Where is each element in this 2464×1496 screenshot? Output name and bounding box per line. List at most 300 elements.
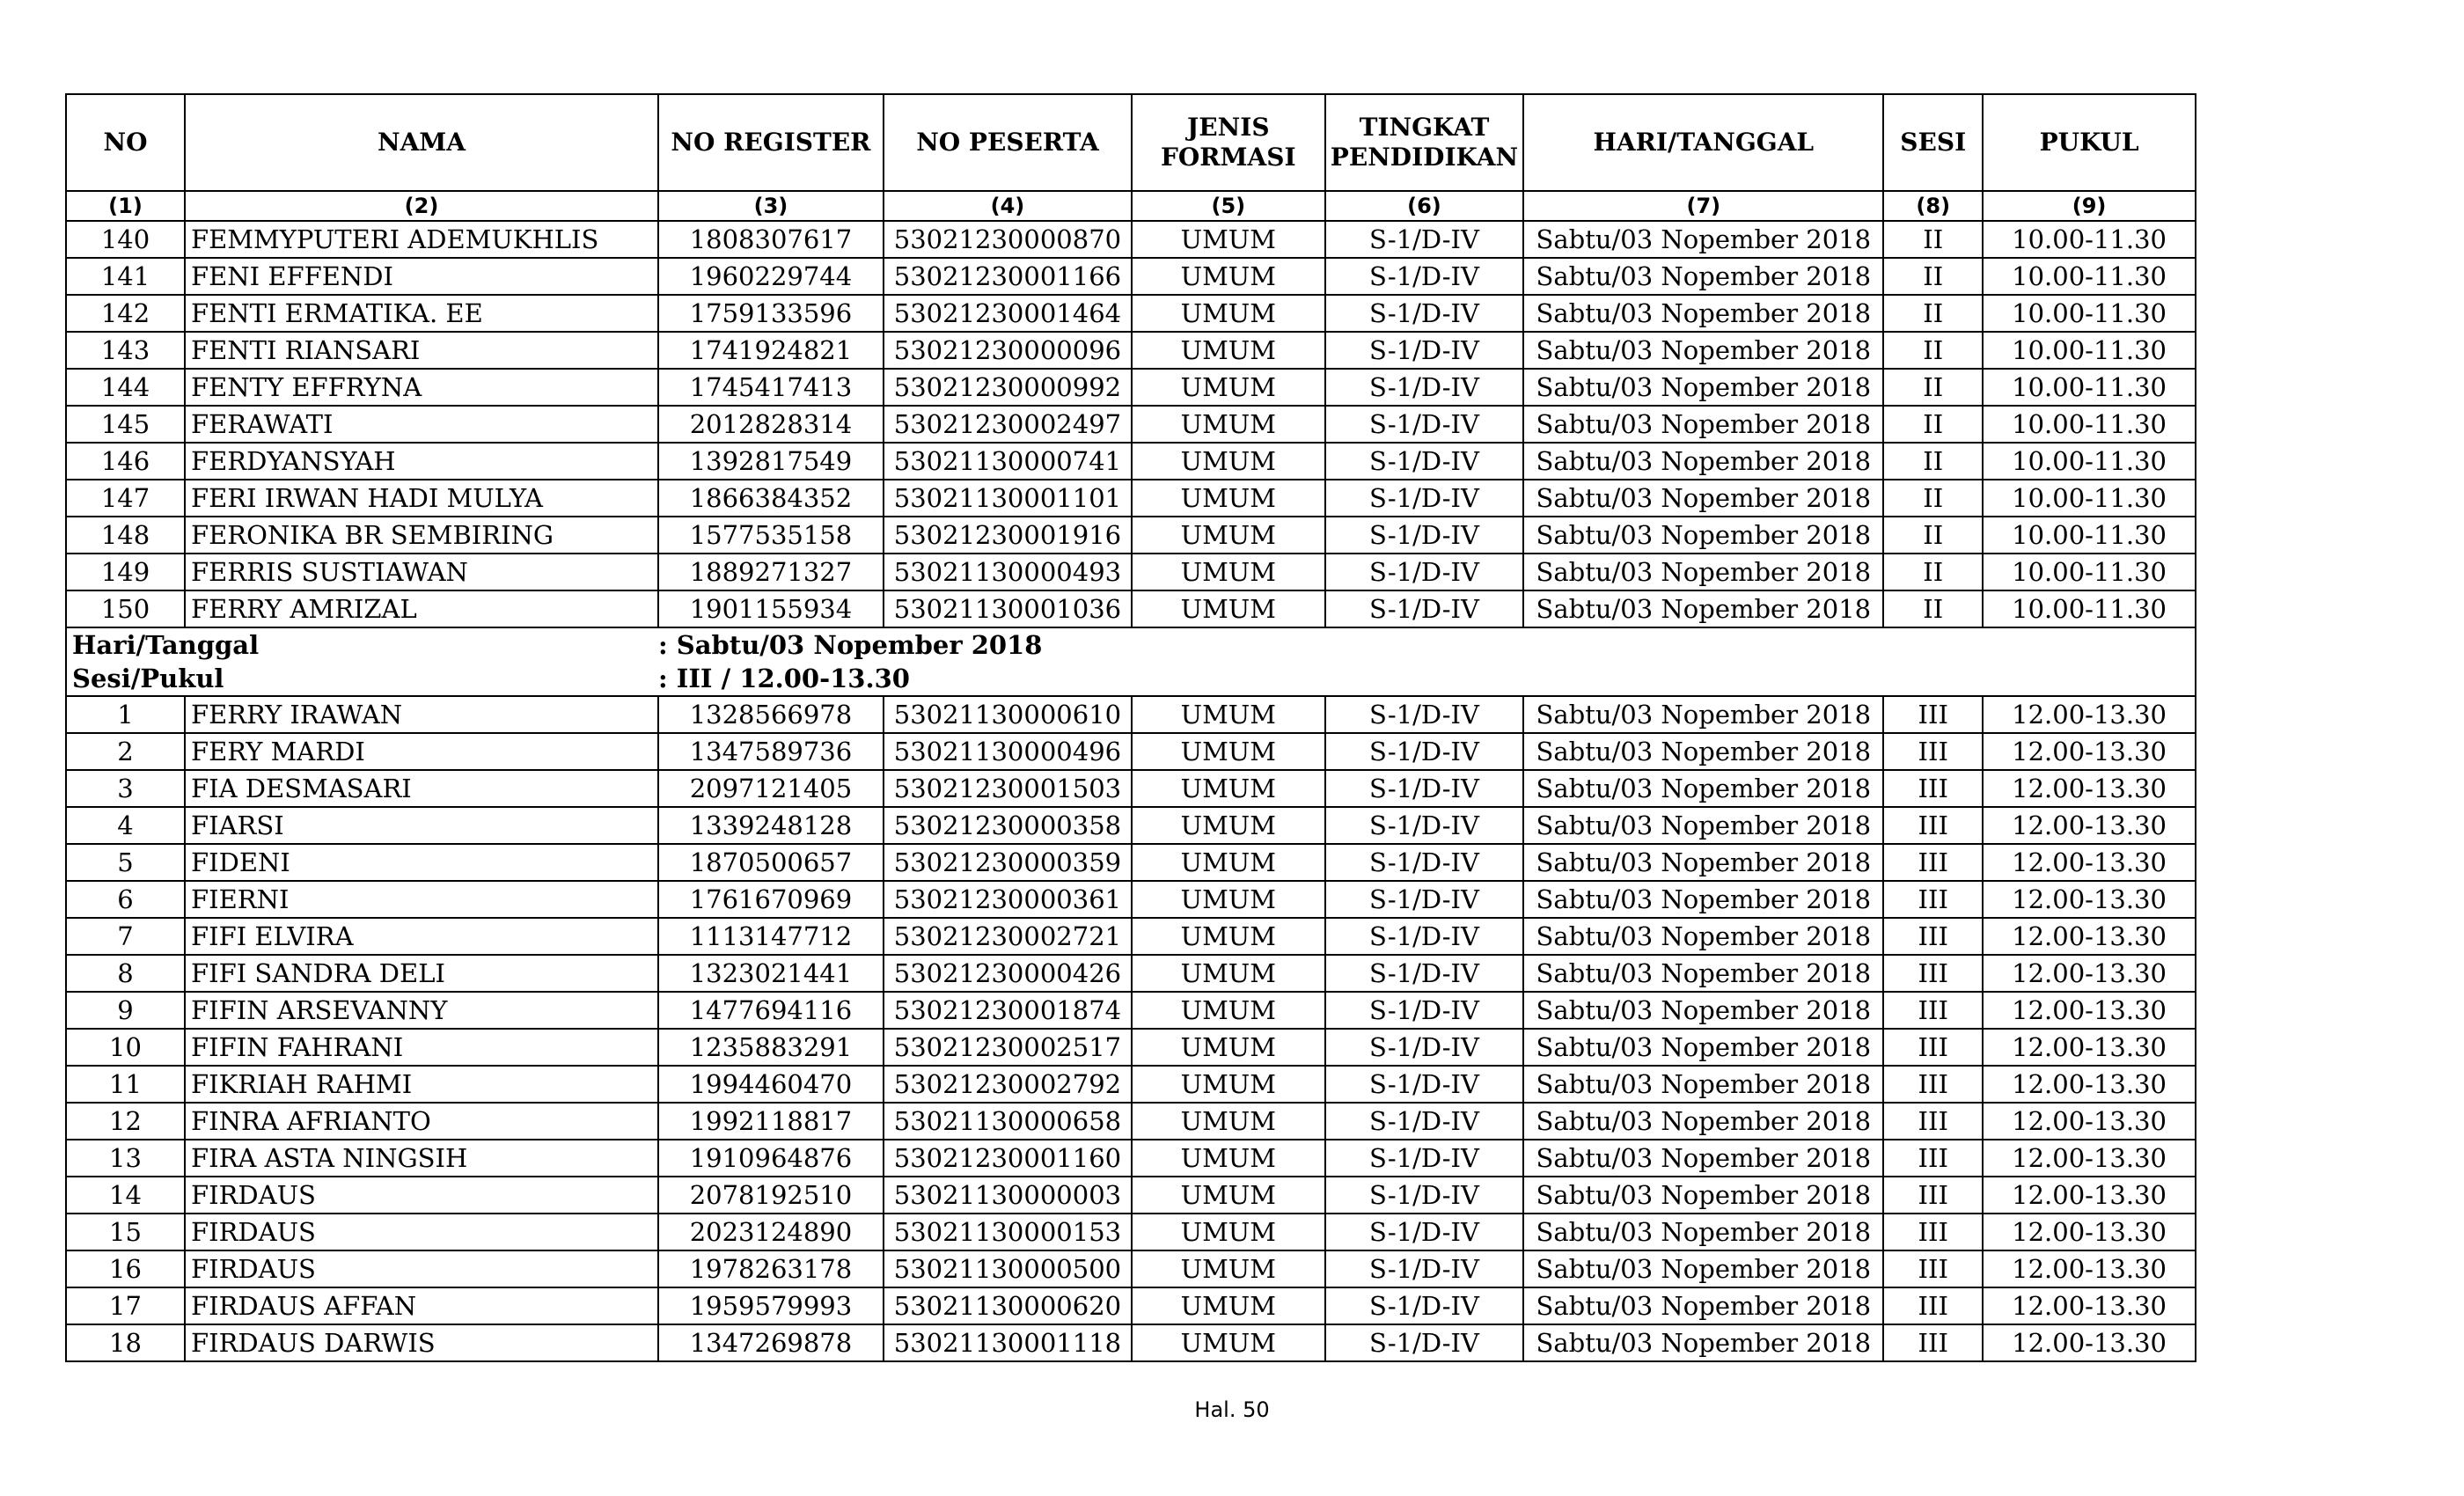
cell-sesi: III: [1883, 1287, 1983, 1324]
cell-tingkat-pendidikan: S-1/D-IV: [1325, 443, 1524, 480]
cell-no: 6: [66, 881, 185, 918]
cell-sesi: II: [1883, 221, 1983, 258]
cell-jenis-formasi: UMUM: [1132, 1324, 1325, 1361]
cell-no: 144: [66, 369, 185, 406]
cell-jenis-formasi: UMUM: [1132, 406, 1325, 443]
cell-sesi: II: [1883, 517, 1983, 554]
cell-no-peserta: 53021230000870: [884, 221, 1132, 258]
table-row: [66, 590, 2196, 627]
cell-no-register: 1994460470: [658, 1066, 884, 1103]
cell-nama: FERONIKA BR SEMBIRING: [185, 517, 658, 554]
cell-jenis-formasi: UMUM: [1132, 1287, 1325, 1324]
cell-no: 142: [66, 295, 185, 332]
cell-no-peserta: 53021230001160: [884, 1140, 1132, 1177]
cell-tingkat-pendidikan: S-1/D-IV: [1325, 1066, 1524, 1103]
header-row: [66, 94, 2196, 191]
cell-nama: FEMMYPUTERI ADEMUKHLIS: [185, 221, 658, 258]
cell-sesi: III: [1883, 770, 1983, 807]
cell-no-peserta: 53021230000358: [884, 807, 1132, 844]
cell-sesi: III: [1883, 1103, 1983, 1140]
cell-nama: FERI IRWAN HADI MULYA: [185, 480, 658, 517]
cell-no-peserta: 53021230000426: [884, 955, 1132, 992]
header-no: NO: [66, 94, 185, 191]
cell-pukul: 12.00-13.30: [1983, 955, 2196, 992]
cell-jenis-formasi: UMUM: [1132, 733, 1325, 770]
cell-hari-tanggal: Sabtu/03 Nopember 2018: [1523, 1140, 1883, 1177]
cell-no-peserta: 53021230000359: [884, 844, 1132, 881]
cell-nama: FIFI ELVIRA: [185, 918, 658, 955]
cell-tingkat-pendidikan: S-1/D-IV: [1325, 696, 1524, 733]
header-sesi: SESI: [1883, 94, 1983, 191]
cell-sesi: III: [1883, 1140, 1983, 1177]
cell-no-register: 1347589736: [658, 733, 884, 770]
session-time-row: [66, 662, 2196, 696]
table-row: [66, 1066, 2196, 1103]
cell-sesi: III: [1883, 733, 1983, 770]
cell-hari-tanggal: Sabtu/03 Nopember 2018: [1523, 221, 1883, 258]
cell-no: 15: [66, 1214, 185, 1250]
table-row: [66, 1140, 2196, 1177]
cell-pukul: 12.00-13.30: [1983, 1177, 2196, 1214]
cell-no-register: 1808307617: [658, 221, 884, 258]
cell-no: 4: [66, 807, 185, 844]
cell-pukul: 12.00-13.30: [1983, 696, 2196, 733]
cell-hari-tanggal: Sabtu/03 Nopember 2018: [1523, 1029, 1883, 1066]
cell-pukul: 10.00-11.30: [1983, 517, 2196, 554]
cell-pukul: 12.00-13.30: [1983, 844, 2196, 881]
cell-no: 147: [66, 480, 185, 517]
cell-nama: FIERNI: [185, 881, 658, 918]
cell-no-peserta: 53021130001118: [884, 1324, 1132, 1361]
cell-nama: FIFI SANDRA DELI: [185, 955, 658, 992]
cell-no-peserta: 53021230001464: [884, 295, 1132, 332]
cell-tingkat-pendidikan: S-1/D-IV: [1325, 406, 1524, 443]
table-row: [66, 554, 2196, 590]
cell-pukul: 12.00-13.30: [1983, 733, 2196, 770]
cell-tingkat-pendidikan: S-1/D-IV: [1325, 1250, 1524, 1287]
cell-no-peserta: 53021230001503: [884, 770, 1132, 807]
cell-hari-tanggal: Sabtu/03 Nopember 2018: [1523, 696, 1883, 733]
cell-pukul: 10.00-11.30: [1983, 443, 2196, 480]
cell-no: 12: [66, 1103, 185, 1140]
cell-no-peserta: 53021130001101: [884, 480, 1132, 517]
cell-sesi: III: [1883, 1066, 1983, 1103]
cell-sesi: II: [1883, 590, 1983, 627]
cell-no: 13: [66, 1140, 185, 1177]
cell-nama: FERDYANSYAH: [185, 443, 658, 480]
cell-sesi: III: [1883, 696, 1983, 733]
cell-tingkat-pendidikan: S-1/D-IV: [1325, 1140, 1524, 1177]
cell-sesi: III: [1883, 992, 1983, 1029]
cell-sesi: III: [1883, 807, 1983, 844]
cell-jenis-formasi: UMUM: [1132, 221, 1325, 258]
cell-no-peserta: 53021230002497: [884, 406, 1132, 443]
session-date-label: Hari/Tanggal: [66, 627, 658, 662]
cell-no-peserta: 53021130000500: [884, 1250, 1132, 1287]
cell-no-register: 1328566978: [658, 696, 884, 733]
cell-no: 2: [66, 733, 185, 770]
cell-pukul: 10.00-11.30: [1983, 480, 2196, 517]
cell-jenis-formasi: UMUM: [1132, 1250, 1325, 1287]
cell-no-register: 1910964876: [658, 1140, 884, 1177]
cell-no-register: 1992118817: [658, 1103, 884, 1140]
cell-tingkat-pendidikan: S-1/D-IV: [1325, 1214, 1524, 1250]
cell-pukul: 10.00-11.30: [1983, 369, 2196, 406]
cell-jenis-formasi: UMUM: [1132, 480, 1325, 517]
cell-no-peserta: 53021130000003: [884, 1177, 1132, 1214]
cell-pukul: 10.00-11.30: [1983, 590, 2196, 627]
cell-hari-tanggal: Sabtu/03 Nopember 2018: [1523, 1324, 1883, 1361]
cell-pukul: 12.00-13.30: [1983, 770, 2196, 807]
table-row: [66, 807, 2196, 844]
cell-no-peserta: 53021130000741: [884, 443, 1132, 480]
cell-tingkat-pendidikan: S-1/D-IV: [1325, 369, 1524, 406]
cell-no: 11: [66, 1066, 185, 1103]
cell-jenis-formasi: UMUM: [1132, 554, 1325, 590]
table-row: [66, 1177, 2196, 1214]
cell-no-peserta: 53021130001036: [884, 590, 1132, 627]
table-row: [66, 332, 2196, 369]
cell-no-peserta: 53021230001166: [884, 258, 1132, 295]
table-row: [66, 295, 2196, 332]
cell-hari-tanggal: Sabtu/03 Nopember 2018: [1523, 1177, 1883, 1214]
page-number: Hal. 50: [1194, 1397, 1270, 1422]
cell-pukul: 10.00-11.30: [1983, 258, 2196, 295]
cell-tingkat-pendidikan: S-1/D-IV: [1325, 1029, 1524, 1066]
table-row: [66, 1029, 2196, 1066]
cell-nama: FIRDAUS: [185, 1250, 658, 1287]
cell-pukul: 12.00-13.30: [1983, 1066, 2196, 1103]
column-number: (4): [884, 191, 1132, 221]
cell-no: 16: [66, 1250, 185, 1287]
cell-nama: FIFIN ARSEVANNY: [185, 992, 658, 1029]
column-number: (7): [1523, 191, 1883, 221]
cell-no-register: 1866384352: [658, 480, 884, 517]
cell-jenis-formasi: UMUM: [1132, 332, 1325, 369]
table-row: [66, 770, 2196, 807]
cell-hari-tanggal: Sabtu/03 Nopember 2018: [1523, 1250, 1883, 1287]
column-number: (8): [1883, 191, 1983, 221]
cell-hari-tanggal: Sabtu/03 Nopember 2018: [1523, 844, 1883, 881]
cell-tingkat-pendidikan: S-1/D-IV: [1325, 517, 1524, 554]
cell-pukul: 12.00-13.30: [1983, 1287, 2196, 1324]
cell-tingkat-pendidikan: S-1/D-IV: [1325, 955, 1524, 992]
cell-sesi: III: [1883, 918, 1983, 955]
cell-no-peserta: 53021230000361: [884, 881, 1132, 918]
schedule-table: [65, 93, 2196, 1362]
cell-pukul: 12.00-13.30: [1983, 992, 2196, 1029]
cell-no-peserta: 53021130000153: [884, 1214, 1132, 1250]
cell-no: 1: [66, 696, 185, 733]
cell-no-peserta: 53021130000620: [884, 1287, 1132, 1324]
cell-no: 3: [66, 770, 185, 807]
table-row: [66, 1287, 2196, 1324]
cell-hari-tanggal: Sabtu/03 Nopember 2018: [1523, 590, 1883, 627]
cell-no-register: 2023124890: [658, 1214, 884, 1250]
cell-no-peserta: 53021230002792: [884, 1066, 1132, 1103]
table-row: [66, 844, 2196, 881]
cell-no-peserta: 53021230002517: [884, 1029, 1132, 1066]
table-row: [66, 955, 2196, 992]
cell-jenis-formasi: UMUM: [1132, 295, 1325, 332]
cell-no-register: 1745417413: [658, 369, 884, 406]
cell-no: 146: [66, 443, 185, 480]
cell-nama: FERRIS SUSTIAWAN: [185, 554, 658, 590]
cell-pukul: 12.00-13.30: [1983, 1103, 2196, 1140]
cell-nama: FENTI RIANSARI: [185, 332, 658, 369]
cell-nama: FENTY EFFRYNA: [185, 369, 658, 406]
cell-nama: FIRDAUS AFFAN: [185, 1287, 658, 1324]
cell-no: 150: [66, 590, 185, 627]
column-number: (9): [1983, 191, 2196, 221]
cell-sesi: III: [1883, 844, 1983, 881]
cell-no: 143: [66, 332, 185, 369]
cell-sesi: III: [1883, 1029, 1983, 1066]
cell-jenis-formasi: UMUM: [1132, 517, 1325, 554]
cell-no-register: 1339248128: [658, 807, 884, 844]
cell-nama: FERRY IRAWAN: [185, 696, 658, 733]
cell-jenis-formasi: UMUM: [1132, 918, 1325, 955]
cell-sesi: II: [1883, 406, 1983, 443]
cell-sesi: II: [1883, 480, 1983, 517]
cell-tingkat-pendidikan: S-1/D-IV: [1325, 332, 1524, 369]
cell-pukul: 10.00-11.30: [1983, 332, 2196, 369]
column-number: (5): [1132, 191, 1325, 221]
cell-no-register: 1347269878: [658, 1324, 884, 1361]
cell-pukul: 12.00-13.30: [1983, 807, 2196, 844]
cell-tingkat-pendidikan: S-1/D-IV: [1325, 992, 1524, 1029]
cell-tingkat-pendidikan: S-1/D-IV: [1325, 221, 1524, 258]
cell-sesi: III: [1883, 1214, 1983, 1250]
cell-hari-tanggal: Sabtu/03 Nopember 2018: [1523, 480, 1883, 517]
cell-nama: FIFIN FAHRANI: [185, 1029, 658, 1066]
cell-jenis-formasi: UMUM: [1132, 443, 1325, 480]
cell-no-peserta: 53021230001916: [884, 517, 1132, 554]
cell-no-register: 2097121405: [658, 770, 884, 807]
cell-tingkat-pendidikan: S-1/D-IV: [1325, 770, 1524, 807]
cell-pukul: 12.00-13.30: [1983, 918, 2196, 955]
cell-pukul: 10.00-11.30: [1983, 295, 2196, 332]
cell-jenis-formasi: UMUM: [1132, 258, 1325, 295]
cell-no-register: 1759133596: [658, 295, 884, 332]
cell-no: 8: [66, 955, 185, 992]
header-tingkat-pendidikan: TINGKAT PENDIDIKAN: [1325, 94, 1524, 191]
cell-hari-tanggal: Sabtu/03 Nopember 2018: [1523, 554, 1883, 590]
cell-jenis-formasi: UMUM: [1132, 844, 1325, 881]
cell-tingkat-pendidikan: S-1/D-IV: [1325, 590, 1524, 627]
cell-nama: FERY MARDI: [185, 733, 658, 770]
cell-no-peserta: 53021130000610: [884, 696, 1132, 733]
cell-tingkat-pendidikan: S-1/D-IV: [1325, 295, 1524, 332]
cell-hari-tanggal: Sabtu/03 Nopember 2018: [1523, 1214, 1883, 1250]
cell-hari-tanggal: Sabtu/03 Nopember 2018: [1523, 295, 1883, 332]
column-number: (2): [185, 191, 658, 221]
cell-nama: FERAWATI: [185, 406, 658, 443]
cell-no: 148: [66, 517, 185, 554]
cell-hari-tanggal: Sabtu/03 Nopember 2018: [1523, 770, 1883, 807]
cell-no-register: 1477694116: [658, 992, 884, 1029]
cell-hari-tanggal: Sabtu/03 Nopember 2018: [1523, 733, 1883, 770]
cell-sesi: III: [1883, 881, 1983, 918]
cell-tingkat-pendidikan: S-1/D-IV: [1325, 733, 1524, 770]
table-row: [66, 1103, 2196, 1140]
cell-tingkat-pendidikan: S-1/D-IV: [1325, 844, 1524, 881]
cell-no: 9: [66, 992, 185, 1029]
table-row: [66, 221, 2196, 258]
cell-pukul: 12.00-13.30: [1983, 1324, 2196, 1361]
cell-nama: FENI EFFENDI: [185, 258, 658, 295]
session-date-value: : Sabtu/03 Nopember 2018: [658, 627, 2196, 662]
cell-jenis-formasi: UMUM: [1132, 369, 1325, 406]
session-time-value: : III / 12.00-13.30: [658, 662, 2196, 696]
cell-no: 5: [66, 844, 185, 881]
header-jenis-formasi: JENIS FORMASI: [1132, 94, 1325, 191]
table-row: [66, 258, 2196, 295]
cell-pukul: 12.00-13.30: [1983, 1250, 2196, 1287]
cell-no: 10: [66, 1029, 185, 1066]
table-row: [66, 480, 2196, 517]
cell-sesi: II: [1883, 258, 1983, 295]
cell-no: 7: [66, 918, 185, 955]
cell-no: 17: [66, 1287, 185, 1324]
cell-no-register: 1870500657: [658, 844, 884, 881]
cell-no-register: 1235883291: [658, 1029, 884, 1066]
cell-jenis-formasi: UMUM: [1132, 696, 1325, 733]
cell-sesi: II: [1883, 295, 1983, 332]
cell-tingkat-pendidikan: S-1/D-IV: [1325, 1287, 1524, 1324]
cell-jenis-formasi: UMUM: [1132, 955, 1325, 992]
cell-no-register: 1323021441: [658, 955, 884, 992]
cell-sesi: III: [1883, 955, 1983, 992]
cell-tingkat-pendidikan: S-1/D-IV: [1325, 881, 1524, 918]
table-row: [66, 1250, 2196, 1287]
cell-nama: FENTI ERMATIKA. EE: [185, 295, 658, 332]
cell-no-peserta: 53021130000493: [884, 554, 1132, 590]
cell-hari-tanggal: Sabtu/03 Nopember 2018: [1523, 258, 1883, 295]
header-no-register: NO REGISTER: [658, 94, 884, 191]
cell-tingkat-pendidikan: S-1/D-IV: [1325, 480, 1524, 517]
cell-hari-tanggal: Sabtu/03 Nopember 2018: [1523, 918, 1883, 955]
cell-no-register: 1901155934: [658, 590, 884, 627]
cell-tingkat-pendidikan: S-1/D-IV: [1325, 258, 1524, 295]
table-row: [66, 1214, 2196, 1250]
cell-sesi: III: [1883, 1250, 1983, 1287]
table-row: [66, 406, 2196, 443]
header-pukul: PUKUL: [1983, 94, 2196, 191]
cell-nama: FIRDAUS: [185, 1177, 658, 1214]
table-row: [66, 1324, 2196, 1361]
cell-hari-tanggal: Sabtu/03 Nopember 2018: [1523, 1103, 1883, 1140]
cell-nama: FIRDAUS DARWIS: [185, 1324, 658, 1361]
cell-pukul: 12.00-13.30: [1983, 881, 2196, 918]
cell-jenis-formasi: UMUM: [1132, 1177, 1325, 1214]
cell-no-register: 2078192510: [658, 1177, 884, 1214]
session-date-row: [66, 627, 2196, 662]
cell-no-peserta: 53021230000096: [884, 332, 1132, 369]
cell-no-register: 1889271327: [658, 554, 884, 590]
cell-sesi: III: [1883, 1177, 1983, 1214]
session-info: [66, 627, 2196, 696]
cell-jenis-formasi: UMUM: [1132, 992, 1325, 1029]
cell-pukul: 12.00-13.30: [1983, 1029, 2196, 1066]
cell-jenis-formasi: UMUM: [1132, 1140, 1325, 1177]
table-row: [66, 992, 2196, 1029]
cell-jenis-formasi: UMUM: [1132, 590, 1325, 627]
cell-sesi: II: [1883, 554, 1983, 590]
header-no-peserta: NO PESERTA: [884, 94, 1132, 191]
table-row: [66, 696, 2196, 733]
header-nama: NAMA: [185, 94, 658, 191]
cell-nama: FIDENI: [185, 844, 658, 881]
cell-jenis-formasi: UMUM: [1132, 1066, 1325, 1103]
column-number-row: [66, 191, 2196, 221]
cell-tingkat-pendidikan: S-1/D-IV: [1325, 1324, 1524, 1361]
cell-no-peserta: 53021230002721: [884, 918, 1132, 955]
cell-tingkat-pendidikan: S-1/D-IV: [1325, 918, 1524, 955]
cell-pukul: 12.00-13.30: [1983, 1140, 2196, 1177]
table-row: [66, 369, 2196, 406]
cell-nama: FINRA AFRIANTO: [185, 1103, 658, 1140]
session-3-rows: [66, 696, 2196, 1361]
cell-tingkat-pendidikan: S-1/D-IV: [1325, 1177, 1524, 1214]
cell-nama: FIKRIAH RAHMI: [185, 1066, 658, 1103]
cell-jenis-formasi: UMUM: [1132, 881, 1325, 918]
cell-nama: FERRY AMRIZAL: [185, 590, 658, 627]
column-number: (3): [658, 191, 884, 221]
cell-jenis-formasi: UMUM: [1132, 1103, 1325, 1140]
cell-hari-tanggal: Sabtu/03 Nopember 2018: [1523, 1066, 1883, 1103]
cell-hari-tanggal: Sabtu/03 Nopember 2018: [1523, 881, 1883, 918]
cell-jenis-formasi: UMUM: [1132, 1214, 1325, 1250]
session-2-rows: [66, 221, 2196, 627]
cell-no: 140: [66, 221, 185, 258]
cell-nama: FIARSI: [185, 807, 658, 844]
cell-no-peserta: 53021130000658: [884, 1103, 1132, 1140]
cell-hari-tanggal: Sabtu/03 Nopember 2018: [1523, 992, 1883, 1029]
cell-no-peserta: 53021230000992: [884, 369, 1132, 406]
cell-no-register: 1959579993: [658, 1287, 884, 1324]
cell-pukul: 10.00-11.30: [1983, 554, 2196, 590]
cell-no-register: 1761670969: [658, 881, 884, 918]
cell-nama: FIRDAUS: [185, 1214, 658, 1250]
cell-jenis-formasi: UMUM: [1132, 770, 1325, 807]
cell-no: 14: [66, 1177, 185, 1214]
cell-hari-tanggal: Sabtu/03 Nopember 2018: [1523, 517, 1883, 554]
cell-tingkat-pendidikan: S-1/D-IV: [1325, 807, 1524, 844]
cell-no-register: 1978263178: [658, 1250, 884, 1287]
cell-hari-tanggal: Sabtu/03 Nopember 2018: [1523, 332, 1883, 369]
cell-hari-tanggal: Sabtu/03 Nopember 2018: [1523, 807, 1883, 844]
session-time-label: Sesi/Pukul: [66, 662, 658, 696]
cell-no-register: 1741924821: [658, 332, 884, 369]
cell-no-register: 1577535158: [658, 517, 884, 554]
cell-tingkat-pendidikan: S-1/D-IV: [1325, 1103, 1524, 1140]
table-row: [66, 733, 2196, 770]
cell-no: 141: [66, 258, 185, 295]
cell-sesi: III: [1883, 1324, 1983, 1361]
header-hari-tanggal: HARI/TANGGAL: [1523, 94, 1883, 191]
table-row: [66, 517, 2196, 554]
cell-no-register: 1113147712: [658, 918, 884, 955]
table-row: [66, 881, 2196, 918]
cell-no-peserta: 53021130000496: [884, 733, 1132, 770]
table-row: [66, 918, 2196, 955]
cell-sesi: II: [1883, 369, 1983, 406]
column-number: (1): [66, 191, 185, 221]
cell-hari-tanggal: Sabtu/03 Nopember 2018: [1523, 1287, 1883, 1324]
cell-no-register: 1960229744: [658, 258, 884, 295]
cell-nama: FIA DESMASARI: [185, 770, 658, 807]
